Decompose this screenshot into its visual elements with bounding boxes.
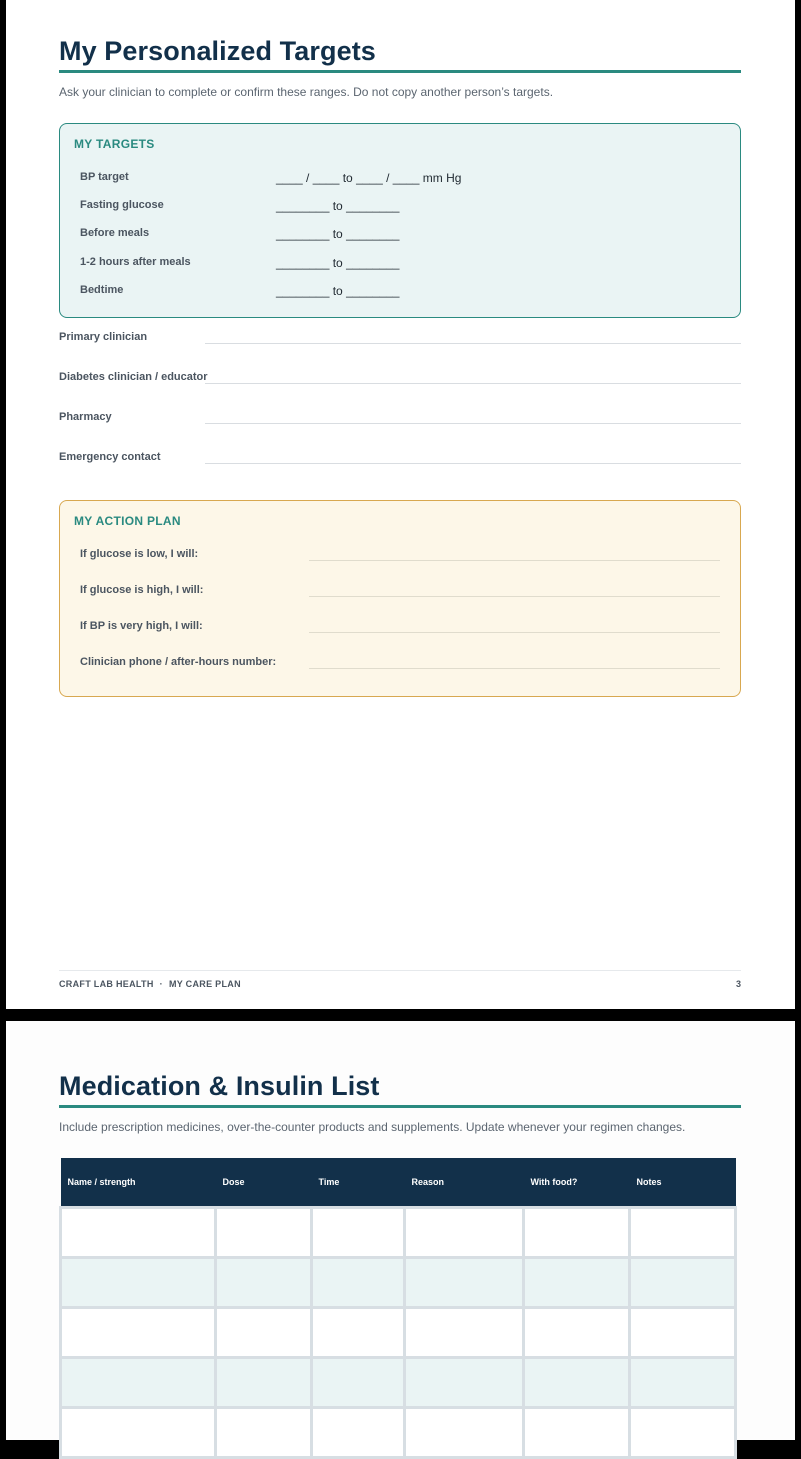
page-title: Medication & Insulin List [59, 1071, 380, 1101]
table-cell[interactable] [630, 1407, 736, 1457]
table-cell[interactable] [312, 1357, 405, 1407]
column-header-notes: Notes [630, 1158, 736, 1207]
medication-table [59, 1158, 737, 1459]
contact-row-diabetes-educator [59, 371, 741, 391]
footer-brand-name: CRAFT LAB HEALTH [59, 979, 154, 989]
table-header-row [61, 1158, 736, 1207]
table-cell[interactable] [405, 1307, 524, 1357]
target-value-field[interactable]: ____ / ____ to ____ / ____ mm Hg [276, 171, 462, 185]
table-row [61, 1407, 736, 1457]
action-row-low-glucose [80, 548, 720, 564]
care-plan-page-4 [6, 1021, 795, 1440]
table-cell[interactable] [630, 1357, 736, 1407]
target-row-after-meals [80, 256, 720, 272]
contact-label: Pharmacy [59, 411, 112, 423]
table-cell[interactable] [524, 1407, 630, 1457]
column-header-time: Time [312, 1158, 405, 1207]
table-cell[interactable] [630, 1257, 736, 1307]
table-cell[interactable] [61, 1257, 216, 1307]
contact-row-emergency [59, 451, 741, 471]
target-value-field[interactable]: ________ to ________ [276, 227, 400, 241]
table-cell[interactable] [524, 1307, 630, 1357]
action-label: If glucose is low, I will: [80, 548, 199, 560]
contact-row-primary-clinician [59, 331, 741, 351]
table-cell[interactable] [216, 1307, 312, 1357]
contact-fill-line[interactable] [205, 343, 741, 344]
table-cell[interactable] [312, 1257, 405, 1307]
footer-rule [59, 970, 741, 971]
title-rule [59, 70, 741, 73]
table-cell[interactable] [61, 1407, 216, 1457]
target-row-fasting [80, 199, 720, 215]
table-cell[interactable] [312, 1307, 405, 1357]
table-row [61, 1307, 736, 1357]
contact-fill-line[interactable] [205, 383, 741, 384]
target-label: Fasting glucose [80, 199, 164, 211]
targets-heading: MY TARGETS [74, 137, 155, 151]
column-header-name: Name / strength [61, 1158, 216, 1207]
contact-label: Diabetes clinician / educator [59, 371, 208, 383]
column-header-with-food: With food? [524, 1158, 630, 1207]
target-label: Before meals [80, 227, 150, 239]
target-value-field[interactable]: ________ to ________ [276, 256, 400, 270]
my-action-plan-box [59, 500, 741, 697]
table-cell[interactable] [524, 1257, 630, 1307]
page-intro: Ask your clinician to complete or confirm these ranges. Do not copy another person’s targets. [59, 85, 554, 99]
table-row [61, 1207, 736, 1257]
target-label: Bedtime [80, 284, 124, 296]
table-cell[interactable] [405, 1207, 524, 1257]
page-number: 3 [735, 979, 741, 989]
contact-row-pharmacy [59, 411, 741, 431]
contact-label: Primary clinician [59, 331, 148, 343]
contact-label: Emergency contact [59, 451, 161, 463]
target-value-field[interactable]: ________ to ________ [276, 284, 400, 298]
target-row-before-meals [80, 227, 720, 243]
target-row-bedtime [80, 284, 720, 300]
action-row-high-glucose [80, 584, 720, 600]
action-label: Clinician phone / after-hours number: [80, 656, 277, 668]
table-cell[interactable] [312, 1407, 405, 1457]
table-cell[interactable] [405, 1407, 524, 1457]
table-cell[interactable] [312, 1207, 405, 1257]
my-targets-box [59, 123, 741, 318]
table-row [61, 1357, 736, 1407]
table-cell[interactable] [61, 1307, 216, 1357]
action-row-clinician-phone [80, 656, 720, 672]
table-cell[interactable] [61, 1357, 216, 1407]
table-row [61, 1257, 736, 1307]
footer-separator: · [159, 979, 163, 989]
table-cell[interactable] [630, 1307, 736, 1357]
column-header-reason: Reason [405, 1158, 524, 1207]
action-label: If BP is very high, I will: [80, 620, 203, 632]
table-cell[interactable] [216, 1207, 312, 1257]
page-title: My Personalized Targets [59, 36, 376, 66]
table-cell[interactable] [630, 1207, 736, 1257]
action-label: If glucose is high, I will: [80, 584, 204, 596]
target-label: 1-2 hours after meals [80, 256, 191, 268]
table-cell[interactable] [216, 1257, 312, 1307]
table-cell[interactable] [405, 1257, 524, 1307]
target-value-field[interactable]: ________ to ________ [276, 199, 400, 213]
table-cell[interactable] [405, 1357, 524, 1407]
table-cell[interactable] [216, 1357, 312, 1407]
action-row-high-bp [80, 620, 720, 636]
target-label: BP target [80, 171, 129, 183]
contact-fill-line[interactable] [205, 463, 741, 464]
action-fill-line[interactable] [309, 596, 720, 597]
column-header-dose: Dose [216, 1158, 312, 1207]
action-fill-line[interactable] [309, 560, 720, 561]
action-fill-line[interactable] [309, 632, 720, 633]
action-plan-heading: MY ACTION PLAN [74, 514, 181, 528]
footer-brand [59, 979, 241, 989]
table-cell[interactable] [216, 1407, 312, 1457]
page-intro: Include prescription medicines, over-the-counter products and supplements. Update whenever your regimen changes. [59, 1120, 686, 1134]
contact-fill-line[interactable] [205, 423, 741, 424]
title-rule [59, 1105, 741, 1108]
table-cell[interactable] [524, 1357, 630, 1407]
target-row-bp [80, 171, 720, 187]
table-cell[interactable] [524, 1207, 630, 1257]
table-cell[interactable] [61, 1207, 216, 1257]
footer-doc-name: MY CARE PLAN [168, 979, 241, 989]
action-fill-line[interactable] [309, 668, 720, 669]
care-plan-page-3 [6, 0, 795, 1009]
